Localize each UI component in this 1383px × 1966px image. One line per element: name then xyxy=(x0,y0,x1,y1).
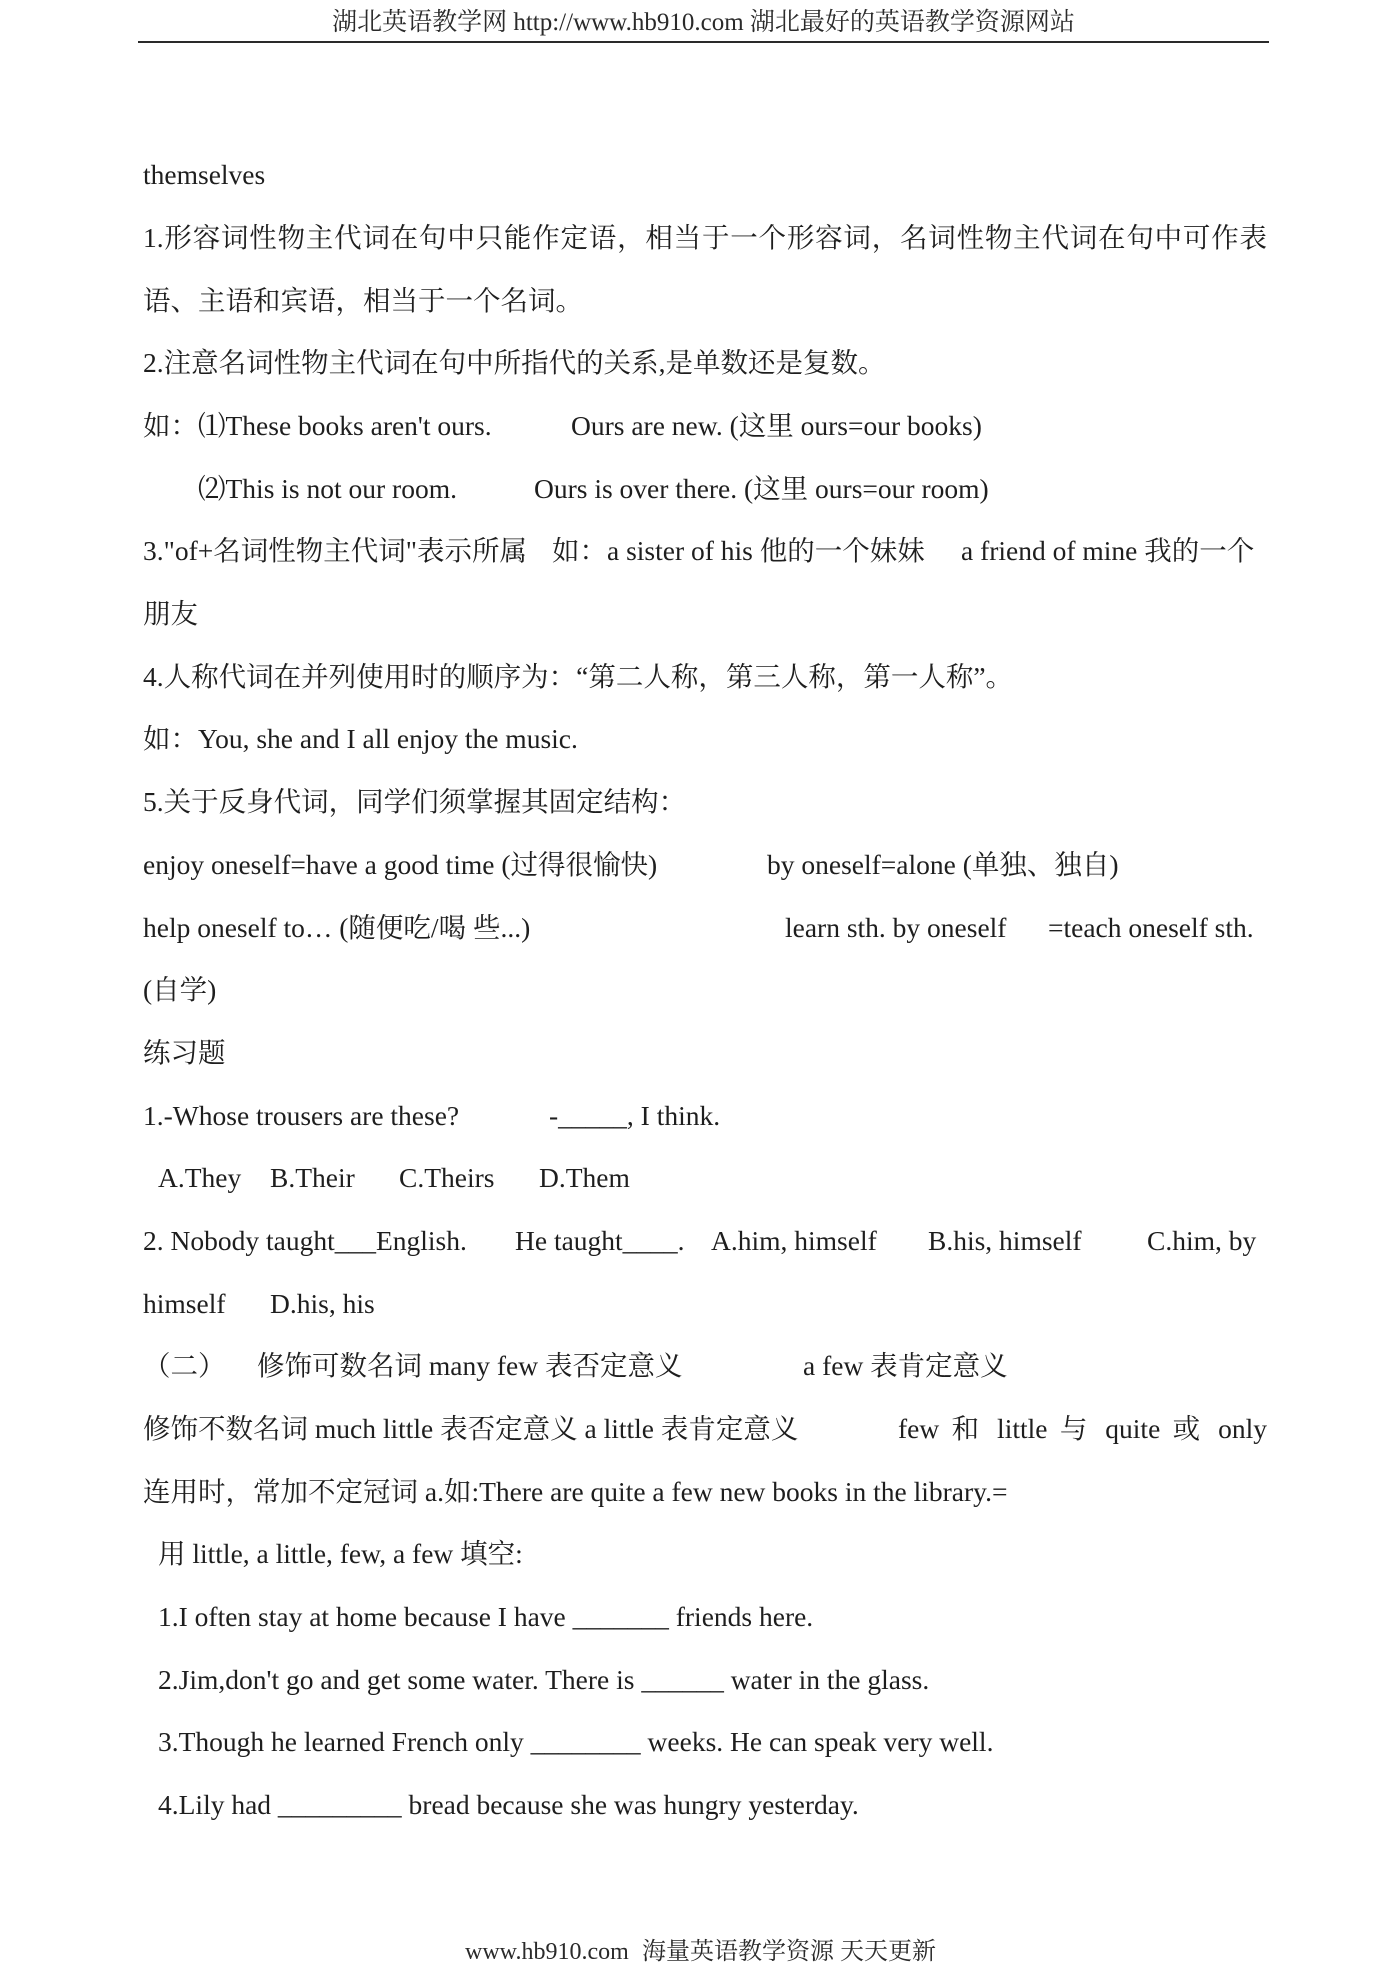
text-line xyxy=(0,834,1383,897)
text-line xyxy=(0,1085,1383,1148)
text-line xyxy=(0,1335,1383,1398)
text-line xyxy=(0,1210,1383,1273)
exercise-heading: 练习题 xyxy=(143,1036,226,1068)
text-line xyxy=(0,1398,1383,1461)
text-line xyxy=(0,207,1383,270)
footer-site: www.hb910.com xyxy=(465,1939,629,1965)
text-line xyxy=(0,583,1383,646)
rule-1-line-1: 1.形容词性物主代词在句中只能作定语，相当于一个形容词，名词性物主代词在句中可作表 xyxy=(143,221,1267,253)
text-line xyxy=(0,646,1383,709)
phrase-by-oneself: by oneself=alone (单独、独自) xyxy=(767,848,1119,880)
document-body xyxy=(0,144,1383,1837)
fill-blank-item: 4.Lily had _________ bread because she was hungry yesterday. xyxy=(158,1789,859,1821)
phrase-teach-oneself: =teach oneself sth. xyxy=(1048,911,1254,943)
q2-option-b: B.his, himself xyxy=(928,1224,1082,1256)
rule-3-example-1: 如：a sister of his 他的一个妹妹 xyxy=(552,535,925,567)
phrase-learn-by-oneself: learn sth. by oneself xyxy=(785,911,1007,943)
text-line xyxy=(0,1461,1383,1524)
page-footer xyxy=(0,1938,1383,1965)
text-line xyxy=(0,458,1383,521)
text-line xyxy=(0,395,1383,458)
q1-question: 1.-Whose trousers are these? xyxy=(143,1099,460,1131)
quite-only-rule-line-2: 连用时，常加不定冠词 a.如:There are quite a few new books in the library.= xyxy=(143,1475,1008,1507)
q1-option-a: A.They xyxy=(158,1162,242,1194)
text-line xyxy=(0,771,1383,834)
rule-5: 5.关于反身代词，同学们须掌握其固定结构： xyxy=(143,786,687,818)
phrase-enjoy-oneself: enjoy oneself=have a good time (过得很愉快) xyxy=(143,848,658,880)
page-header: 湖北英语教学网 http://www.hb910.com 湖北最好的英语教学资源网站 xyxy=(332,9,1075,36)
pronoun-table-tail: themselves xyxy=(143,159,266,191)
text-line xyxy=(0,332,1383,395)
uncountable-rule: 修饰不数名词 much little 表否定意义 a little 表肯定意义 xyxy=(143,1413,799,1445)
q2-stem: 2. Nobody taught___English. xyxy=(143,1224,467,1256)
rule-4: 4.人称代词在并列使用时的顺序为：“第二人称，第三人称，第一人称”。 xyxy=(143,660,1014,692)
q2-option-a: A.him, himself xyxy=(711,1224,877,1256)
text-line xyxy=(0,708,1383,771)
text-line xyxy=(0,144,1383,207)
q1-option-c: C.Theirs xyxy=(399,1162,495,1194)
rule-4-example: 如：You, she and I all enjoy the music. xyxy=(143,723,578,755)
footer-slogan: 海量英语教学资源 天天更新 xyxy=(642,1939,936,1965)
text-line xyxy=(0,1273,1383,1336)
q1-option-b: B.Their xyxy=(270,1162,355,1194)
section-number: （二） xyxy=(143,1350,226,1382)
example-2-sentence: ⑵This is not our room. xyxy=(198,472,457,504)
rule-3-example-2-continued: 朋友 xyxy=(143,598,198,630)
text-line xyxy=(0,1774,1383,1837)
rule-2: 2.注意名词性物主代词在句中所指代的关系,是单数还是复数。 xyxy=(143,347,886,379)
text-line xyxy=(0,520,1383,583)
q2-option-c-continued: himself xyxy=(143,1287,226,1319)
header-divider xyxy=(138,41,1269,43)
q1-option-d: D.Them xyxy=(539,1162,630,1194)
phrase-teach-oneself-meaning: (自学) xyxy=(143,974,217,1006)
text-line xyxy=(0,1022,1383,1085)
countable-rule: 修饰可数名词 many few 表否定意义 xyxy=(257,1350,683,1382)
rule-3: 3."of+名词性物主代词"表示所属 xyxy=(143,535,527,567)
text-line xyxy=(0,897,1383,960)
text-line xyxy=(0,959,1383,1022)
rule-1-line-2: 语、主语和宾语，相当于一个名词。 xyxy=(143,284,583,316)
example-2-explanation: Ours is over there. (这里 ours=our room) xyxy=(534,472,989,504)
quite-only-rule-line-1: few 和 little 与 quite 或 only xyxy=(898,1413,1267,1445)
fill-blank-item: 1.I often stay at home because I have _______ friends here. xyxy=(158,1601,814,1633)
example-1-sentence: 如：⑴These books aren't ours. xyxy=(143,410,492,442)
phrase-help-oneself: help oneself to… (随便吃/喝 些...) xyxy=(143,911,531,943)
fill-blank-instruction: 用 little, a little, few, a few 填空: xyxy=(158,1538,523,1570)
fill-blank-item: 2.Jim,don't go and get some water. There is ______ water in the glass. xyxy=(158,1663,930,1695)
text-line xyxy=(0,1523,1383,1586)
example-1-explanation: Ours are new. (这里 ours=our books) xyxy=(571,410,982,442)
q2-stem-2: He taught____. xyxy=(515,1224,685,1256)
rule-3-example-2: a friend of mine 我的一个 xyxy=(961,535,1255,567)
text-line xyxy=(0,1586,1383,1649)
q1-answer-blank: -_____, I think. xyxy=(549,1099,721,1131)
countable-positive-rule: a few 表肯定意义 xyxy=(803,1350,1008,1382)
text-line xyxy=(0,270,1383,333)
q2-option-c: C.him, by xyxy=(1147,1224,1257,1256)
q2-option-d: D.his, his xyxy=(270,1287,375,1319)
text-line xyxy=(0,1711,1383,1774)
text-line xyxy=(0,1147,1383,1210)
fill-blank-item: 3.Though he learned French only ________ weeks. He can speak very well. xyxy=(158,1726,994,1758)
text-line xyxy=(0,1649,1383,1712)
